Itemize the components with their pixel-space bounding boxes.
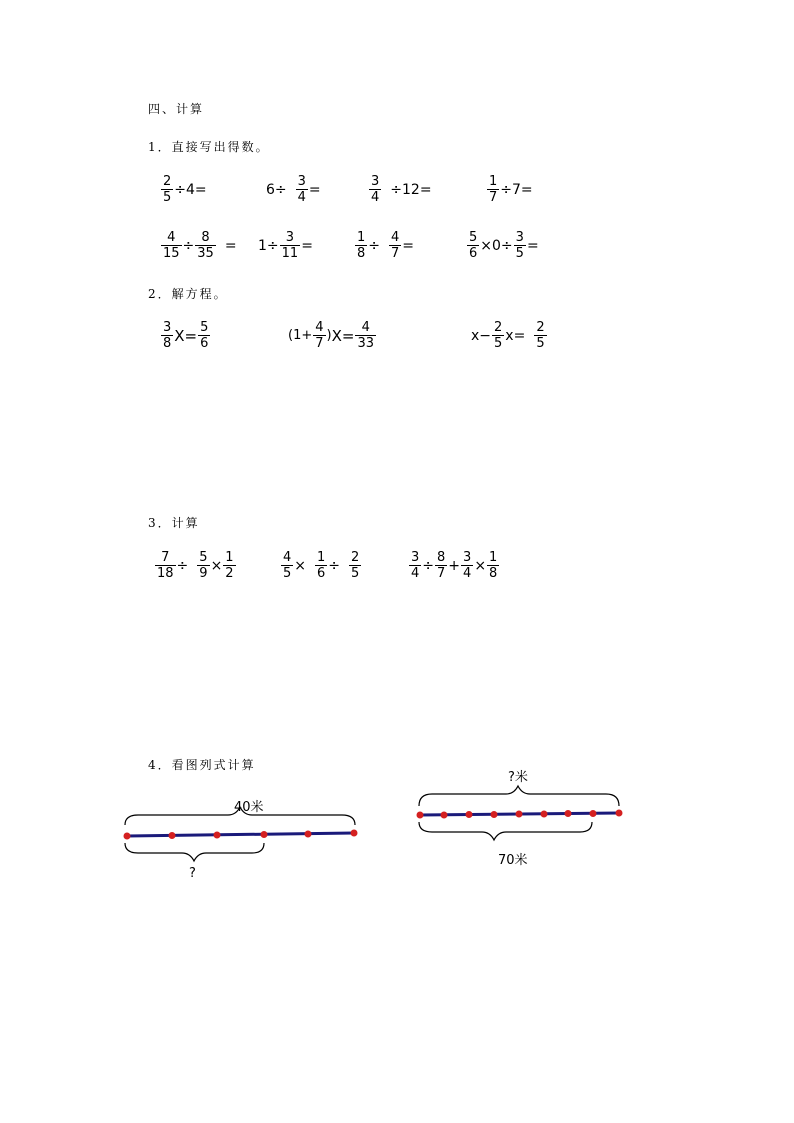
point (261, 831, 268, 838)
fraction: $\frac{2}{5}$ (536, 320, 545, 351)
point (565, 810, 572, 817)
fraction: $\frac{3}{8}$ (163, 320, 172, 351)
q1-r1-e4: $\frac{1}{7}$ ÷7= (489, 174, 533, 205)
point (541, 811, 548, 818)
point (417, 812, 424, 819)
fraction: $\frac{4}{7}$ (391, 230, 400, 261)
q2-eq2: (1+ $\frac{4}{7}$ ) X= $\frac{4}{33}$ (288, 320, 375, 351)
fraction: $\frac{3}{4}$ (411, 550, 420, 581)
top-brace (419, 786, 619, 806)
fraction: $\frac{1}{8}$ (489, 550, 498, 581)
point (351, 830, 358, 837)
segment-line (127, 833, 354, 836)
q1-title: 1．直接写出得数。 (148, 140, 270, 154)
point (590, 810, 597, 817)
q3-e2: $\frac{4}{5}$ × $\frac{1}{6}$ ÷ $\frac{2}{5}$ (283, 550, 360, 581)
q1-r2-e3: $\frac{1}{8}$ ÷ $\frac{4}{7}$ = (357, 230, 415, 261)
point (441, 812, 448, 819)
point (491, 811, 498, 818)
q1-r2-e1: $\frac{4}{15}$ ÷ $\frac{8}{35}$ = (163, 230, 237, 261)
q1-r2-e4: $\frac{5}{6}$ ×0÷ $\frac{3}{5}$ = (469, 230, 539, 261)
diagram1-unknown-label: ? (189, 866, 196, 881)
q3-e1: $\frac{7}{18}$ ÷ $\frac{5}{9}$ × $\frac{1}{2}$ (157, 550, 234, 581)
fraction: $\frac{4}{7}$ (315, 320, 324, 351)
point (214, 832, 221, 839)
fraction: $\frac{3}{4}$ (463, 550, 472, 581)
fraction: $\frac{3}{4}$ (371, 174, 380, 205)
q2-title: 2．解方程。 (148, 287, 228, 301)
diagram2-unknown-label: ?米 (508, 770, 528, 785)
diagram1-total-label: 40米 (234, 800, 264, 815)
fraction: $\frac{7}{18}$ (157, 550, 174, 581)
fraction: $\frac{1}{7}$ (489, 174, 498, 205)
line-diagram-1 (118, 795, 368, 885)
q2-eq3: x− $\frac{2}{5}$ x= $\frac{2}{5}$ (471, 320, 545, 351)
section-title: 四、计算 (148, 102, 205, 116)
fraction: $\frac{5}{6}$ (469, 230, 478, 261)
point (466, 811, 473, 818)
fraction: $\frac{2}{5}$ (163, 174, 172, 205)
q1-r1-e1: $\frac{2}{5}$ ÷4= (163, 174, 207, 205)
fraction: $\frac{3}{5}$ (515, 230, 524, 261)
fraction: $\frac{4}{15}$ (163, 230, 180, 261)
fraction: $\frac{3}{11}$ (281, 230, 299, 261)
q3-title: 3．计算 (148, 516, 200, 530)
q1-r1-e3: $\frac{3}{4}$ ÷12= (371, 174, 432, 205)
q1-r1-e2: 6÷ $\frac{3}{4}$ = (266, 174, 321, 205)
point (305, 831, 312, 838)
bottom-brace (125, 843, 264, 861)
point (616, 810, 623, 817)
q2-eq1: $\frac{3}{8}$ X= $\frac{5}{6}$ (163, 320, 209, 351)
fraction: $\frac{4}{5}$ (283, 550, 292, 581)
fraction: $\frac{4}{33}$ (357, 320, 375, 351)
fraction: $\frac{2}{5}$ (494, 320, 503, 351)
fraction: $\frac{5}{9}$ (199, 550, 208, 581)
point (169, 832, 176, 839)
q4-title: 4．看图列式计算 (148, 758, 256, 772)
fraction: $\frac{8}{35}$ (197, 230, 214, 261)
fraction: $\frac{1}{2}$ (225, 550, 234, 581)
point (124, 833, 131, 840)
q1-r2-e2: 1÷ $\frac{3}{11}$ = (258, 230, 313, 261)
fraction: $\frac{2}{5}$ (351, 550, 360, 581)
line-diagram-2 (412, 764, 632, 872)
q3-e3: $\frac{3}{4}$ ÷ $\frac{8}{7}$ + $\frac{3}{4}$ × $\frac{1}{8}$ (411, 550, 498, 581)
bottom-brace (419, 822, 592, 840)
fraction: $\frac{5}{6}$ (200, 320, 209, 351)
fraction: $\frac{1}{6}$ (317, 550, 326, 581)
diagram2-total-label: 70米 (498, 853, 528, 868)
point (516, 811, 523, 818)
fraction: $\frac{3}{4}$ (297, 174, 306, 205)
fraction: $\frac{1}{8}$ (357, 230, 366, 261)
fraction: $\frac{8}{7}$ (437, 550, 446, 581)
